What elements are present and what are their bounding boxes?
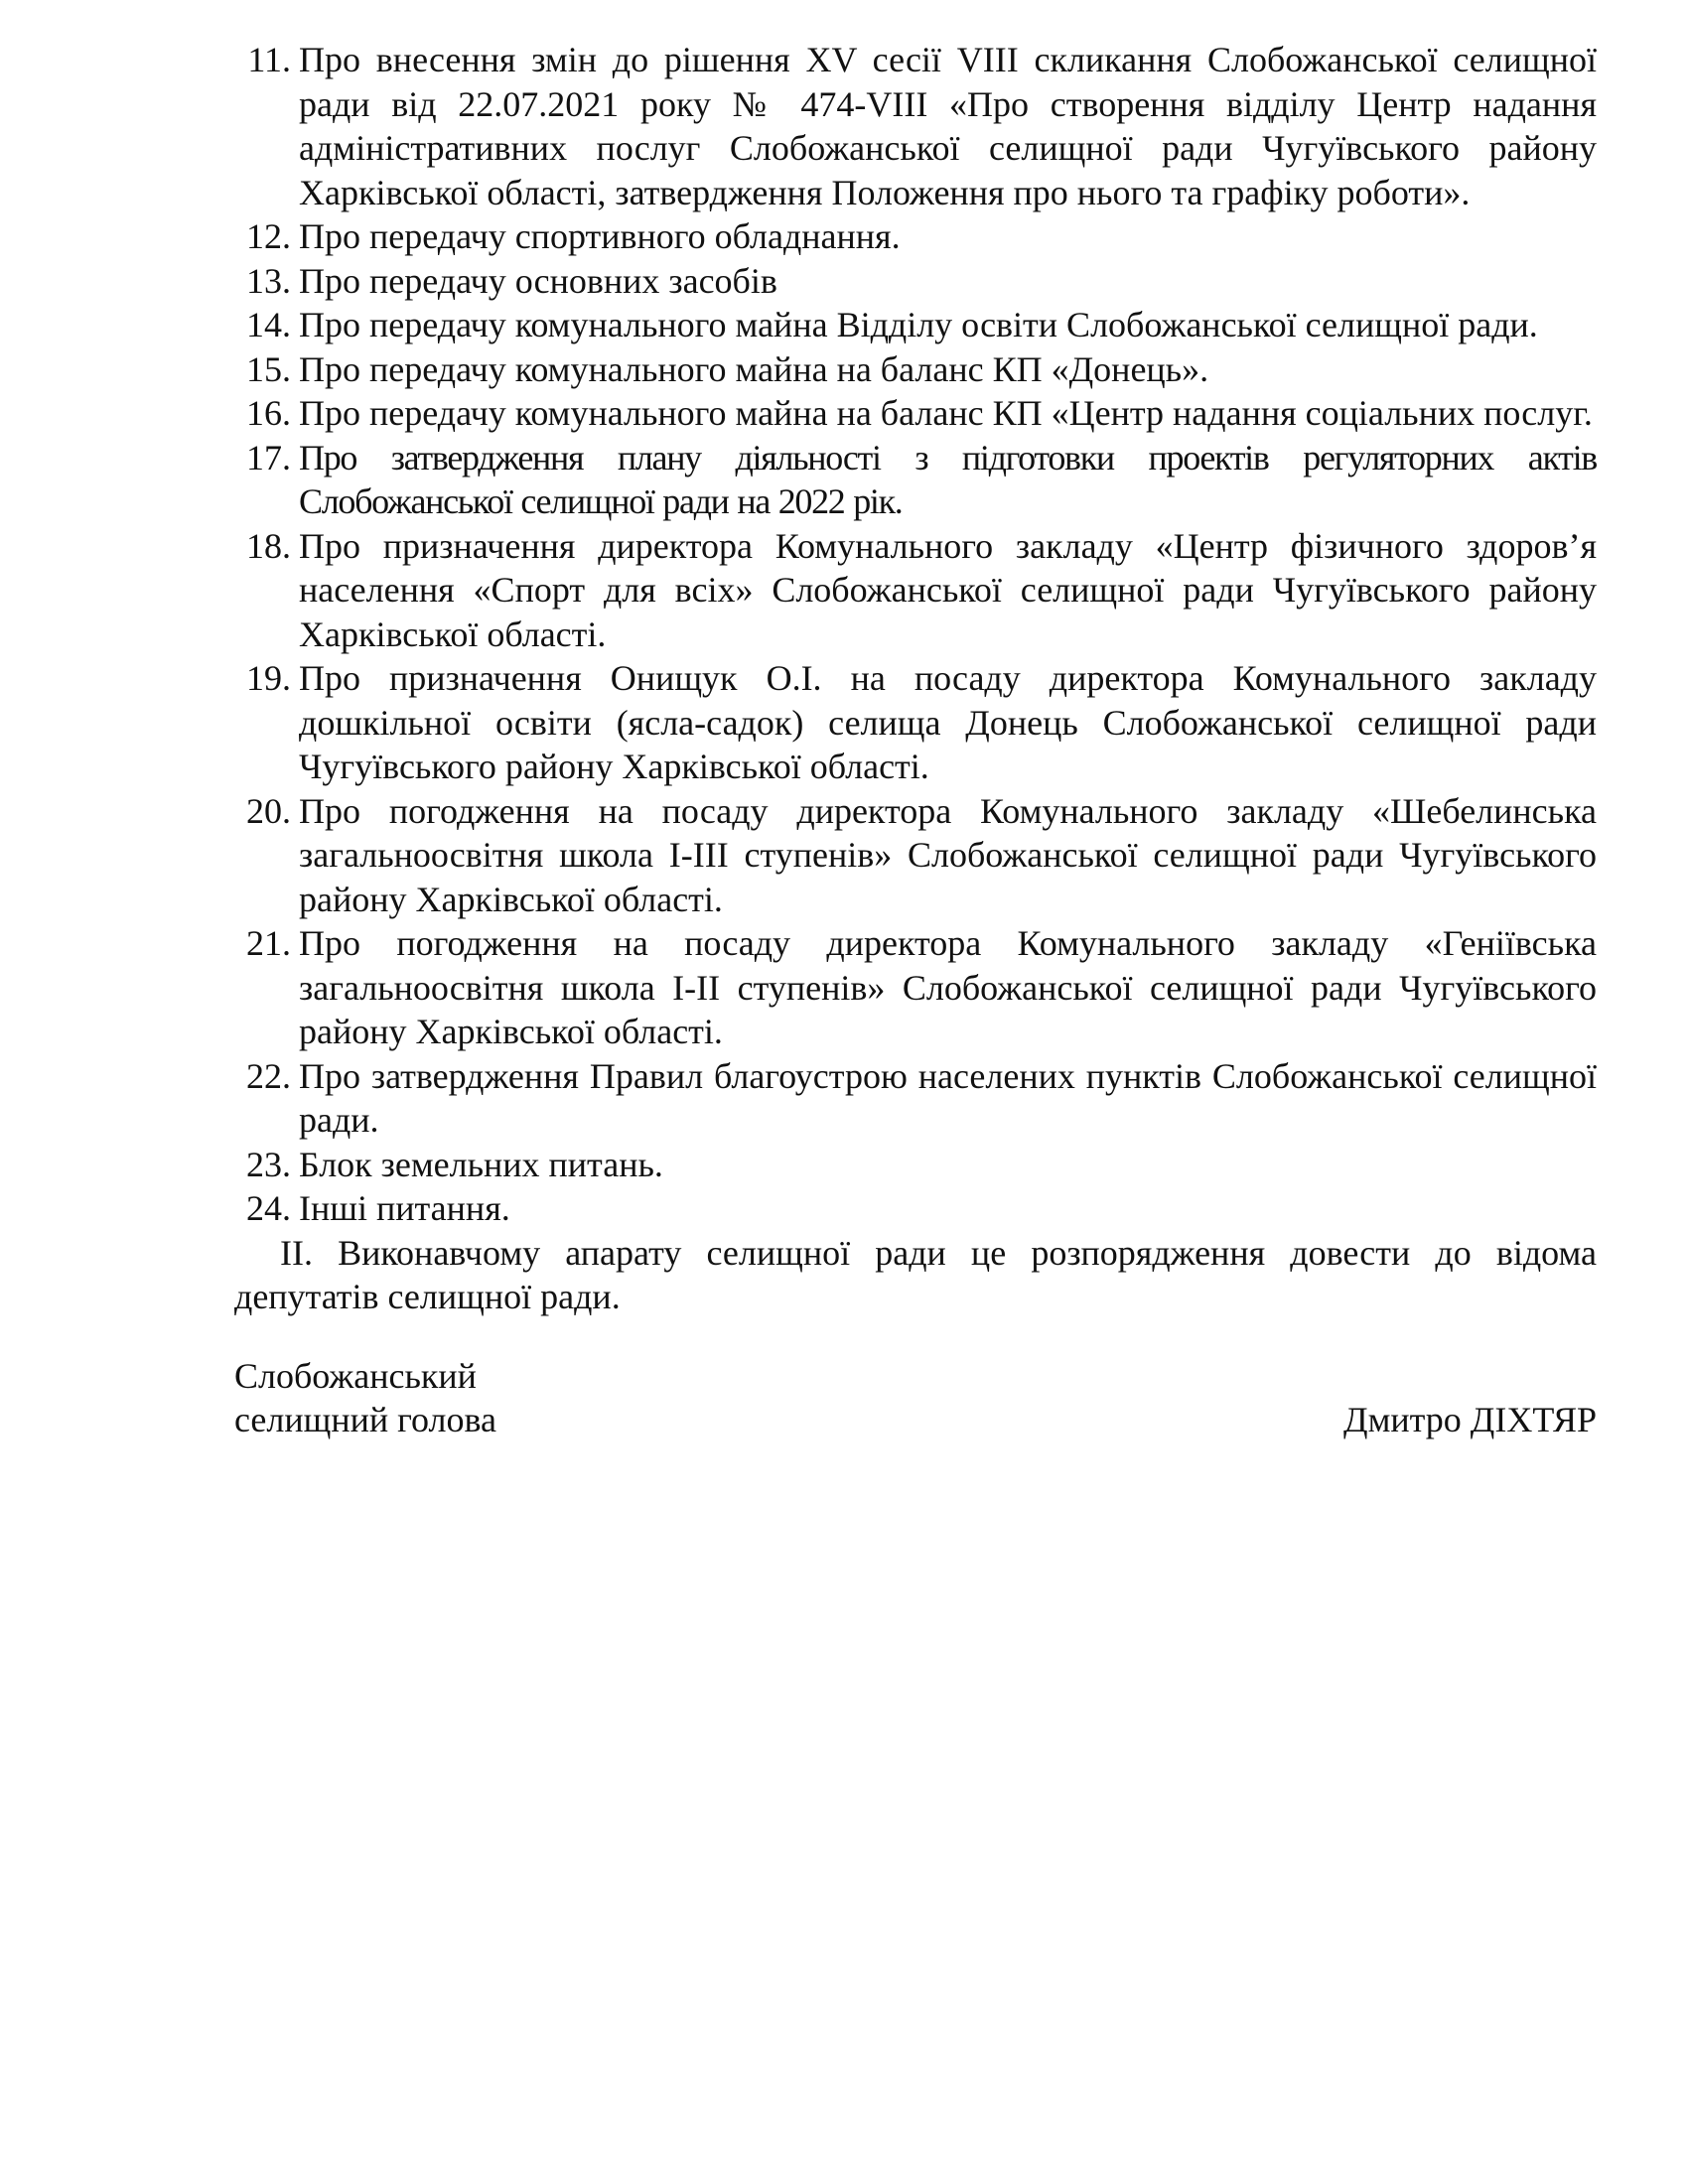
agenda-item-number: 21. [246, 923, 291, 963]
agenda-item-text: Про передачу комунального майна на баланс КП «Центр надання соціальних послуг. [299, 393, 1593, 433]
agenda-item-text: Про призначення директора Комунального закладу «Центр фізичного здоров’я населення «Спорт для всіх» Слобожанської селищної ради Чугуївського району Харківської області. [299, 525, 1597, 654]
document-page [234, 38, 1597, 1442]
agenda-item-number: 15. [246, 348, 291, 389]
agenda-item-text: Про затвердження Правил благоустрою населених пунктів Слобожанської селищної ради. [299, 1055, 1597, 1140]
agenda-item-number: 12. [246, 216, 291, 256]
agenda-item-16 [234, 391, 1597, 436]
agenda-item-13 [234, 259, 1597, 304]
closing-paragraph: ІІ. Виконавчому апарату селищної ради це розпорядження довести до відома депутатів селищної ради. [234, 1232, 1597, 1316]
agenda-item-text: Про погодження на посаду директора Комунального закладу «Шебелинська загальноосвітня школа І-ІІІ ступенів» Слобожанської селищної ради Чугуївського району Харківської області. [299, 790, 1597, 919]
agenda-item-18 [234, 524, 1597, 657]
agenda-item-text: Про передачу комунального майна на баланс КП «Донець». [299, 348, 1209, 389]
signatory-title-line1: Слобожанський [234, 1355, 477, 1396]
agenda-item-number: 24. [246, 1188, 291, 1228]
agenda-item-number: 13. [246, 260, 291, 301]
agenda-item-text: Про передачу основних засобів [299, 260, 777, 301]
agenda-item-text: Про внесення змін до рішення XV сесії VIII скликання Слобожанської селищної ради від 22.07.2021 року № 474-VIII «Про створення відділу Центр надання адміністративних послуг Слобожанської селищної ради Чугуївського району Харківської області, затвердження Положення про нього та графіку роботи». [299, 40, 1597, 212]
agenda-item-14 [234, 303, 1597, 347]
agenda-item-20 [234, 789, 1597, 922]
agenda-item-number: 23. [246, 1144, 291, 1184]
agenda-item-number: 14. [246, 305, 291, 344]
agenda-item-15 [234, 347, 1597, 392]
signatory-name: Дмитро ДІХТЯР [1343, 1400, 1597, 1439]
agenda-item-number: 20. [246, 790, 291, 831]
signature-block [234, 1354, 1597, 1442]
signatory-title [234, 1354, 496, 1442]
agenda-item-19 [234, 656, 1597, 789]
signatory-title-line2: селищний голова [234, 1400, 497, 1439]
agenda-item-number: 16. [246, 393, 291, 433]
agenda-item-text: Інші питання. [299, 1188, 510, 1228]
agenda-item-12 [234, 214, 1597, 259]
agenda-item-22 [234, 1054, 1597, 1143]
agenda-item-23 [234, 1143, 1597, 1187]
agenda-item-text: Про затвердження плану діяльності з підготовки проектів регуляторних актів Слобожанської селищної ради на 2022 рік. [299, 437, 1597, 521]
agenda-item-11 [234, 38, 1597, 214]
agenda-item-text: Про погодження на посаду директора Комунального закладу «Геніївська загальноосвітня школа І-ІІ ступенів» Слобожанської селищної ради Чугуївського району Харківської області. [299, 923, 1597, 1051]
agenda-item-24 [234, 1186, 1597, 1231]
agenda-item-text: Про передачу комунального майна Відділу освіти Слобожанської селищної ради. [299, 305, 1538, 344]
agenda-item-number: 17. [246, 437, 291, 478]
agenda-item-number: 22. [246, 1055, 291, 1096]
agenda-list [234, 38, 1597, 1231]
agenda-item-text: Про передачу спортивного обладнання. [299, 216, 901, 256]
agenda-item-text: Блок земельних питань. [299, 1144, 663, 1184]
agenda-item-17 [234, 436, 1597, 524]
agenda-item-number: 19. [246, 658, 291, 698]
agenda-item-number: 11. [247, 40, 291, 79]
signatory-name-block [1343, 1398, 1597, 1442]
agenda-item-number: 18. [246, 525, 291, 566]
agenda-item-text: Про призначення Онищук О.І. на посаду директора Комунального закладу дошкільної освіти (ясла-садок) селища Донець Слобожанської селищної ради Чугуївського району Харківської області. [299, 658, 1597, 786]
agenda-item-21 [234, 921, 1597, 1054]
